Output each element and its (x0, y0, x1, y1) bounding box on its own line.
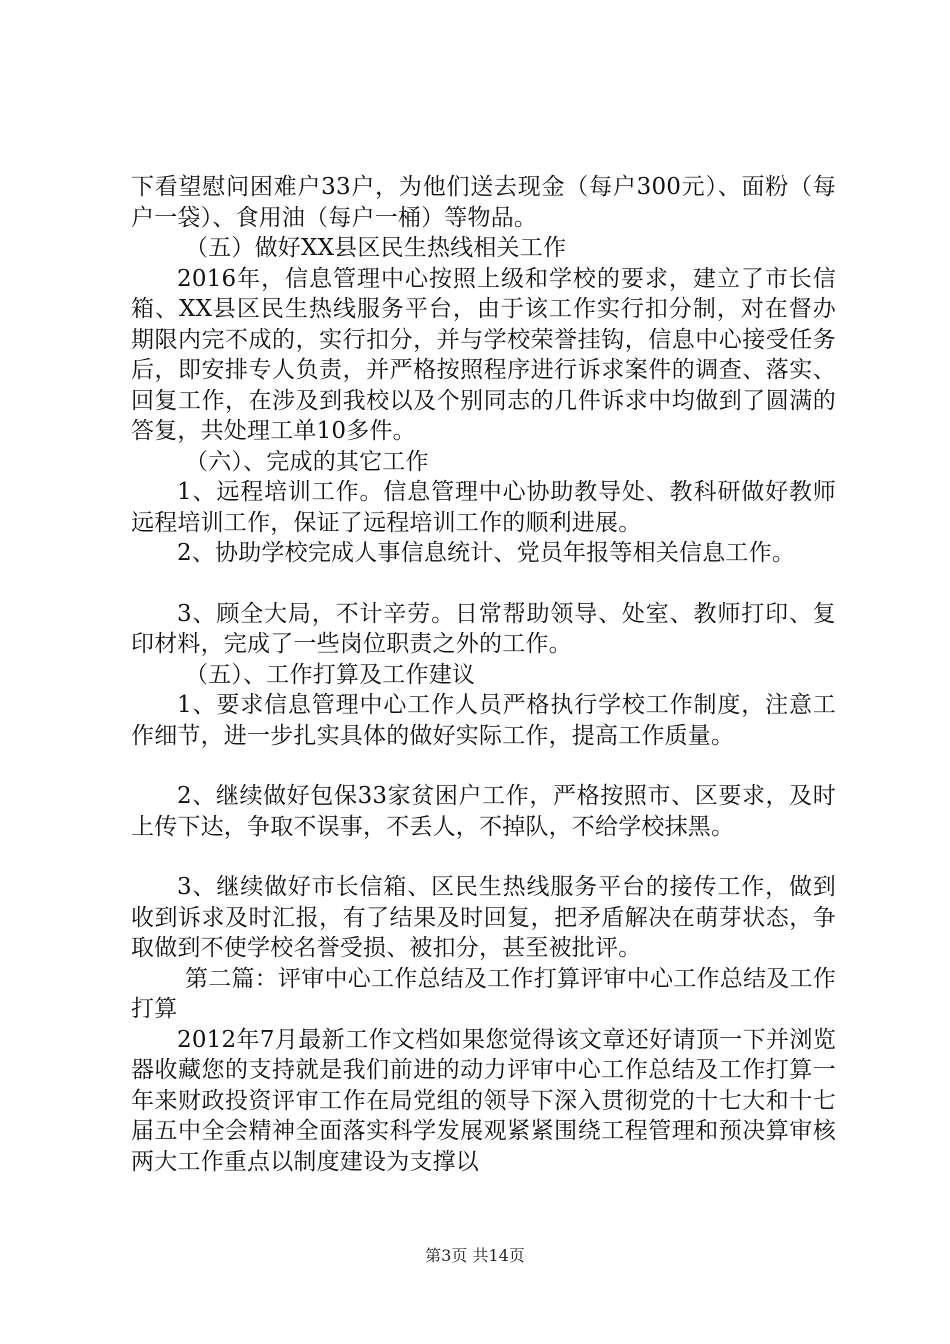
paragraph-part-two: 2012年7月最新工作文档如果您觉得该文章还好请顶一下并浏览器收藏您的支持就是我们前进的动力评审中心工作总结及工作打算一年来财政投资评审工作在局党组的领导下深入贯彻党的十七大和十七届五中全会精神全面落实科学发展观紧紧围绕工程管理和预决算审核两大工作重点以制度建设为支撑以 (131, 1026, 836, 1175)
document-body (131, 172, 836, 1177)
page-number-footer: 第3页 共14页 (425, 1246, 525, 1265)
paragraph-hotline: 2016年，信息管理中心按照上级和学校的要求，建立了市长信箱、XX县区民生热线服务平台，由于该工作实行扣分制，对在督办期限内完不成的，实行扣分，并与学校荣誉挂钩，信息中心接受任务后，即安排专人负责，并严格按照程序进行诉求案件的调查、落实、回复工作，在涉及到我校以及个别同志的几件诉求中均做到了圆满的答复，共处理工单10多件。 (131, 265, 836, 444)
paragraph-plan-1: 1、要求信息管理中心工作人员严格执行学校工作制度，注意工作细节，进一步扎实具体的做好实际工作，提高工作质量。 (131, 692, 836, 749)
section-heading-work-plan: （五）、工作打算及工作建议 (185, 661, 476, 688)
paragraph-personnel-info: 2、协助学校完成人事信息统计、党员年报等相关信息工作。 (177, 540, 796, 566)
section-heading-other-work: （六）、完成的其它工作 (185, 448, 429, 475)
section-heading-part-two: 第二篇：评审中心工作总结及工作打算评审中心工作总结及工作打算 (131, 965, 836, 1022)
paragraph-continuation: 下看望慰问困难户33户，为他们送去现金（每户300元）、面粉（每户一袋）、食用油（每户一桶）等物品。 (131, 174, 836, 231)
paragraph-plan-3: 3、继续做好市长信箱、区民生热线服务平台的接传工作，做到收到诉求及时汇报，有了结果及时回复，把矛盾解决在萌芽状态，争取做到不使学校名誉受损、被扣分，甚至被批评。 (131, 874, 836, 961)
paragraph-remote-training: 1、远程培训工作。信息管理中心协助教导处、教科研做好教师远程培训工作，保证了远程培训工作的顺利进展。 (131, 479, 836, 536)
paragraph-plan-2: 2、继续做好包保33家贫困户工作，严格按照市、区要求，及时上传下达，争取不误事，不丢人，不掉队，不给学校抹黑。 (131, 783, 836, 840)
paragraph-overall-situation: 3、顾全大局，不计辛劳。日常帮助领导、处室、教师打印、复印材料，完成了一些岗位职责之外的工作。 (131, 600, 836, 657)
section-heading-hotline: （五）做好XX县区民生热线相关工作 (185, 235, 567, 261)
